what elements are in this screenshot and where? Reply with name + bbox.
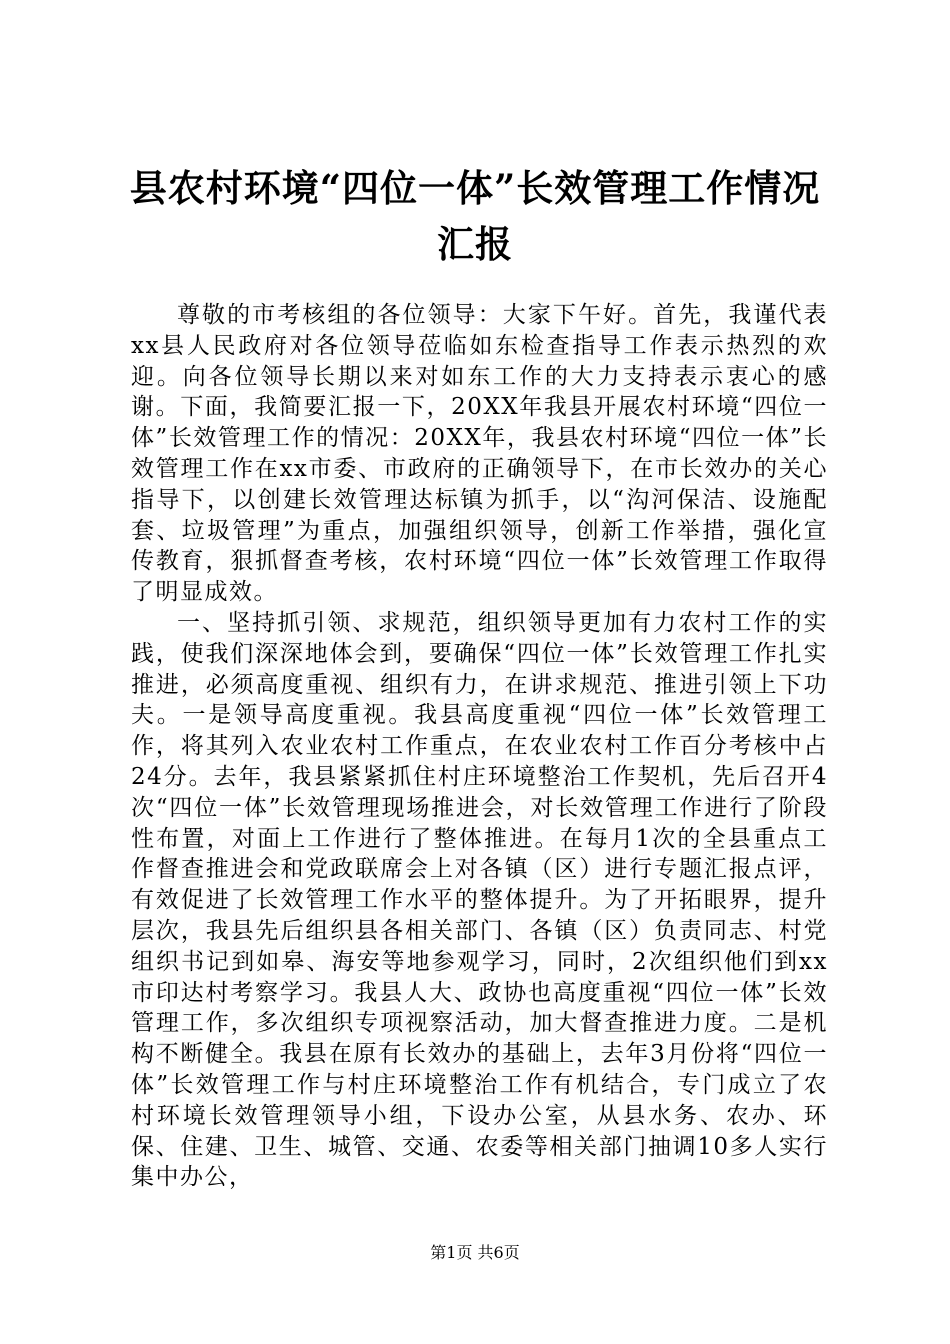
paragraph-greeting: 尊敬的市考核组的各位领导：大家下午好。首先，我谨代表xx县人民政府对各位领导莅临如东检查指导工作表示热烈的欢迎。向各位领导长期以来对如东工作的大力支持表示衷心的感谢。下面，我简要汇报一下，20XX年我县开展农村环境“四位一体”长效管理工作的情况：20XX年，我县农村环境“四位一体”长效管理工作在xx市委、市政府的正确领导下，在市长效办的关心指导下，以创建长效管理达标镇为抓手，以“沟河保洁、设施配套、垃圾管理”为重点，加强组织领导，创新工作举措，强化宣传教育，狠抓督查考核，农村环境“四位一体”长效管理工作取得了明显成效。 <box>131 302 828 606</box>
document-title: 县农村环境“四位一体”长效管理工作情况汇报 <box>129 166 821 266</box>
paragraph-section-one: 一、坚持抓引领、求规范，组织领导更加有力农村工作的实践，使我们深深地体会到，要确保“四位一体”长效管理工作扎实推进，必须高度重视、组织有力，在讲求规范、推进引领上下功夫。一是领导高度重视。我县高度重视“四位一体”长效管理工作，将其列入农业农村工作重点，在农业农村工作百分考核中占24分。去年，我县紧紧抓住村庄环境整治工作契机，先后召开4次“四位一体”长效管理现场推进会，对长效管理工作进行了阶段性布置，对面上工作进行了整体推进。在每月1次的全县重点工作督查推进会和党政联席会上对各镇（区）进行专题汇报点评，有效促进了长效管理工作水平的整体提升。为了开拓眼界，提升层次，我县先后组织县各相关部门、各镇（区）负责同志、村党组织书记到如皋、海安等地参观学习，同时，2次组织他们到xx市印达村考察学习。我县人大、政协也高度重视“四位一体”长效管理工作，多次组织专项视察活动，加大督查推进力度。二是机构不断健全。我县在原有长效办的基础上，去年3月份将“四位一体”长效管理工作与村庄环境整治工作有机结合，专门成立了农村环境长效管理领导小组，下设办公室，从县水务、农办、环保、住建、卫生、城管、交通、农委等相关部门抽调10多人实行集中办公， <box>131 609 828 1191</box>
page-footer: 第1页 共6页 <box>430 1243 520 1262</box>
document-body <box>131 300 828 1193</box>
